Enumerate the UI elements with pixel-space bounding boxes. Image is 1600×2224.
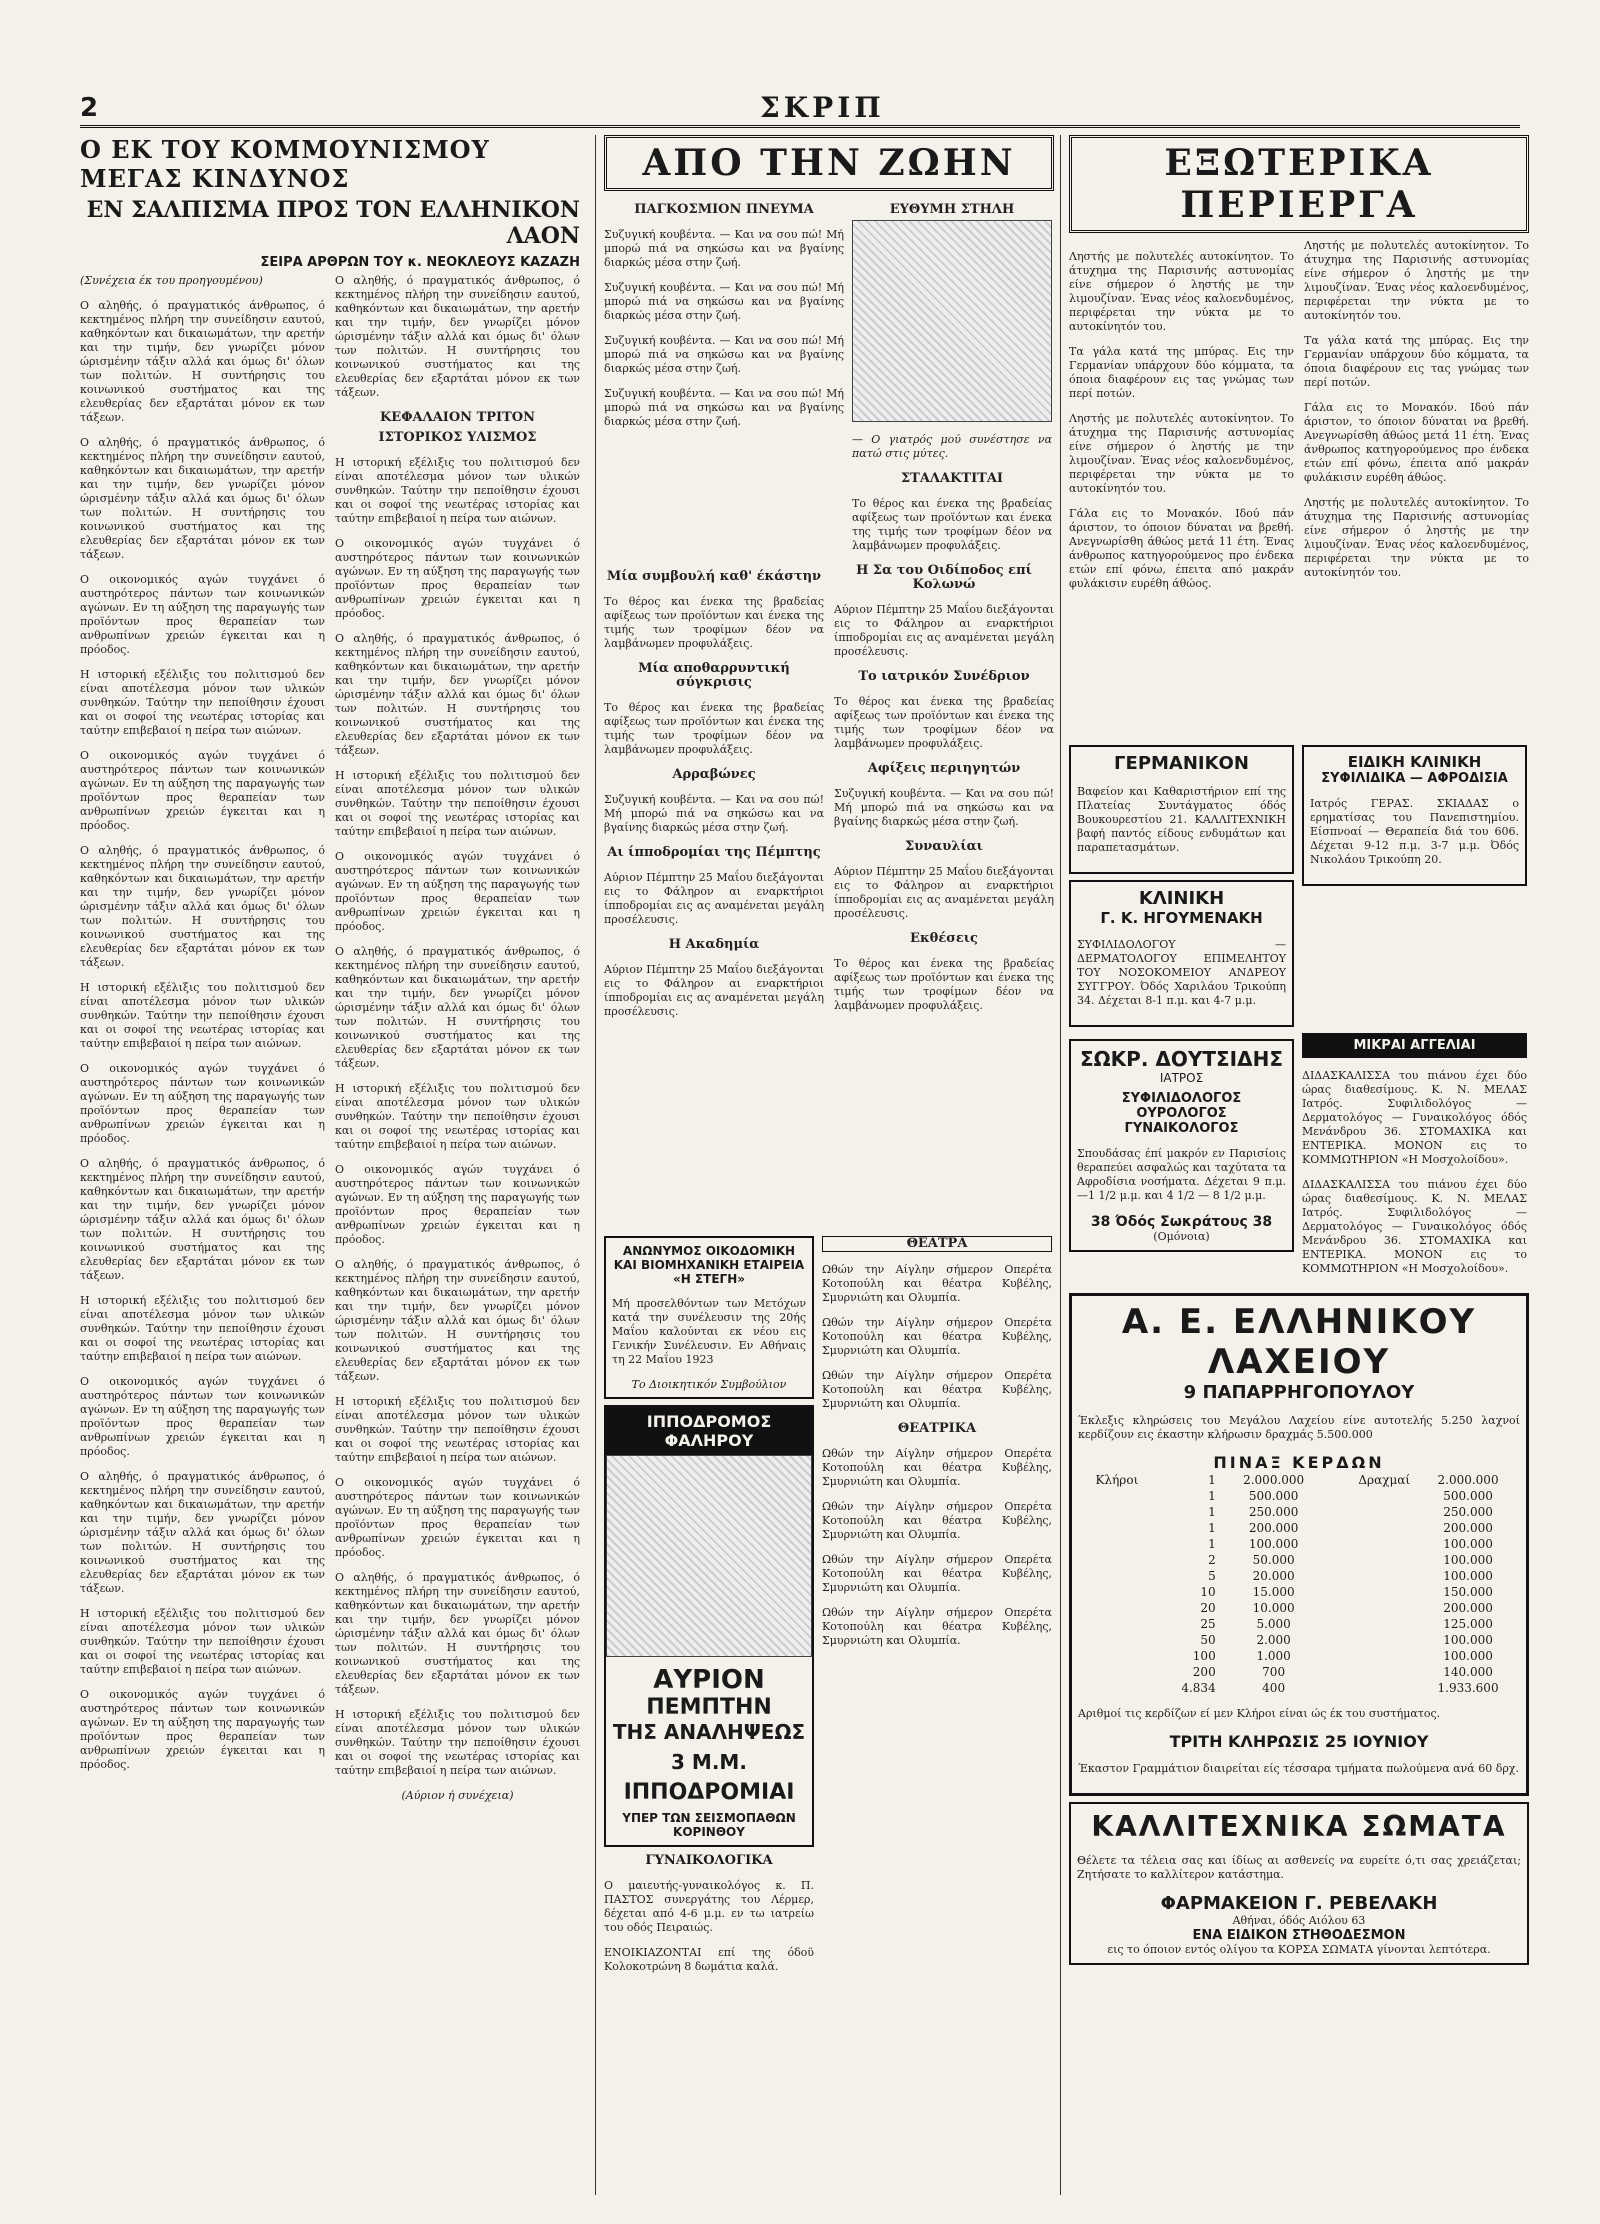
prize-cell: 200 <box>1192 1665 1216 1679</box>
prize-cell: 2.000.000 <box>1243 1473 1305 1487</box>
prize-cell: 200.000 <box>1248 1521 1299 1535</box>
prize-cell: 20.000 <box>1252 1569 1295 1583</box>
small-ads-header: ΜΙΚΡΑΙ ΑΓΓΕΛΙΑΙ <box>1302 1033 1527 1058</box>
prize-table <box>1078 1472 1520 1696</box>
section-heading: ΕΥΘΥΜΗ ΣΤΗΛΗ <box>889 202 1015 217</box>
clinic-ad <box>1069 880 1294 1027</box>
paragraph: Ο οικονομικός αγών τυγχάνει ό αυστηρότερος πάντων των κοινωνικών αγώνων. Εν τη αύξηση της παραγωγής των προϊόντων προς θεραπείαν των ανθρωπίνων χρειών έγκειται και η πρόοδος. <box>80 1375 325 1458</box>
paragraph: Ληστής με πολυτελές αυτοκίνητον. Το άτυχημα της Παρισινής αστυνομίας είνε σήμερον ό ληστής με την λιμουζίναν. Ένας νέος καλοενδυμένος, περιφέρεται την νύκτα με το αυτοκίνητόν του. <box>1304 496 1529 579</box>
prize-cell <box>1326 1632 1417 1648</box>
paragraph: Συζυγική κουβέντα. — Και να σου πώ! Μή μπορώ πιά να σηκώσω και να βγαίνης διαρκώς μέσα στην ζωή. <box>604 334 844 375</box>
column-foreign <box>1060 135 1529 2195</box>
paragraph: Η ιστορική εξέλιξις του πολιτισμού δεν είναι αποτέλεσμα μόνον των υλικών συνθηκών. Ταύτην την πεποίθησιν έχουσι και οι σοφοί της νεωτέρας ιστορίας και ταύτην επιβεβαιοί η πείρα των αιώνων. <box>335 1708 580 1777</box>
hippo-line: ΥΠΕΡ ΤΩΝ ΣΕΙΣΜΟΠΑΘΩΝ ΚΟΡΙΝΘΟΥ <box>622 1811 796 1839</box>
prize-cell <box>1078 1536 1156 1552</box>
paragraph: Συζυγική κουβέντα. — Και να σου πώ! Μή μπορώ πιά να σηκώσω και να βγαίνης διαρκώς μέσα στην ζωή. <box>604 793 824 834</box>
section-heading: ΚΕΦΑΛΑΙΟΝ ΤΡΙΤΟΝ <box>379 410 536 425</box>
paragraph: Ο οικονομικός αγών τυγχάνει ό αυστηρότερος πάντων των κοινωνικών αγώνων. Εν τη αύξηση της παραγωγής των προϊόντων προς θεραπείαν των ανθρωπίνων χρειών έγκειται και η πρόοδος. <box>335 1163 580 1246</box>
prize-cell <box>1078 1632 1156 1648</box>
headline-sub: ΕΝ ΣΑΛΠΙΣΜΑ ΠΡΟΣ ΤΟΝ ΕΛΛΗΝΙΚΟΝ ΛΑΟΝ <box>86 197 580 249</box>
prize-row <box>1078 1632 1520 1648</box>
paragraph: Η ιστορική εξέλιξις του πολιτισμού δεν είναι αποτέλεσμα μόνον των υλικών συνθηκών. Ταύτην την πεποίθησιν έχουσι και οι σοφοί της νεωτέρας ιστορίας και ταύτην επιβεβαιοί η πείρα των αιώνων. <box>335 456 580 525</box>
prize-cell <box>1078 1600 1156 1616</box>
prize-cell: 400 <box>1262 1681 1286 1695</box>
gyn-body: Ο μαιευτής-γυναικολόγος κ. Π. ΠΑΣΤΟΣ συνεργάτης του Λέρμερ, δέχεται από 4-6 μ.μ. εν τω ιατρείω του οδός Πειραιώς. <box>604 1879 814 1934</box>
prize-cell: 500.000 <box>1248 1489 1299 1503</box>
section-banner: ΑΠΟ ΤΗΝ ΖΩΗΝ <box>604 135 1054 191</box>
prize-cell: 2.000 <box>1256 1633 1291 1647</box>
section-heading: Μία αποθαρρυντική σύγκρισις <box>638 661 790 690</box>
special-clinic-ad <box>1302 745 1527 886</box>
prize-cell <box>1078 1568 1156 1584</box>
lottery-address: 9 ΠΑΠΑΡΡΗΓΟΠΟΥΛΟΥ <box>1183 1382 1415 1403</box>
hippo-line: ΠΕΜΠΤΗΝ <box>646 1695 772 1720</box>
to-be-continued: (Αύριον ή συνέχεια) <box>401 1789 514 1802</box>
page-number: 2 <box>80 93 99 123</box>
prize-cell <box>1326 1504 1417 1520</box>
ad-title: ΓΕΡΜΑΝΙΚΟΝ <box>1114 753 1249 774</box>
horse-race-illustration <box>606 1455 812 1657</box>
prize-cell: 1 <box>1208 1473 1216 1487</box>
paragraph: Ληστής με πολυτελές αυτοκίνητον. Το άτυχημα της Παρισινής αστυνομίας είνε σήμερον ό ληστής με την λιμουζίναν. Ένας νέος καλοενδυμένος, περιφέρεται την νύκτα με το αυτοκίνητόν του. <box>1069 250 1294 333</box>
prize-cell <box>1326 1600 1417 1616</box>
prize-cell <box>1078 1648 1156 1664</box>
headline-main: Ο ΕΚ ΤΟΥ ΚΟΜΜΟΥΝΙΣΜΟΥ ΜΕΓΑΣ ΚΙΝΔΥΝΟΣ <box>80 135 490 193</box>
paragraph: Αύριον Πέμπτην 25 Μαΐου διεξάγονται εις το Φάληρον αι εναρκτήριοι ίπποδρομίαι εις ας αναμένεται μεγάλη προσέλευσις. <box>834 865 1054 920</box>
prize-table-title: ΠΙΝΑΞ ΚΕΡΔΩΝ <box>1213 1453 1385 1472</box>
pharmacy-dept: ΕΝΑ ΕΙΔΙΚΟΝ ΣΤΗΘΟΔΕΣΜΟΝ <box>1192 1928 1406 1943</box>
masthead <box>80 91 1520 128</box>
paragraph: Ο οικονομικός αγών τυγχάνει ό αυστηρότερος πάντων των κοινωνικών αγώνων. Εν τη αύξηση της παραγωγής των προϊόντων προς θεραπείαν των ανθρωπίνων χρειών έγκειται και η πρόοδος. <box>335 1476 580 1559</box>
prize-cell: 100.000 <box>1443 1553 1493 1567</box>
paragraph: Γάλα εις το Μονακόν. Ιδού πάν άριστον, το όποιον δύναται να βρεθή. Ανεγνωρίσθη άθώος μετά 11 έτη. Ένας άνθρωπος κατηγορούμενος προ ένδεκα ετών επί φόνω, έπειτα από μακράν φυλάκισιν ευρέθη άθώος. <box>1304 401 1529 484</box>
paragraph: Αύριον Πέμπτην 25 Μαΐου διεξάγονται εις το Φάληρον αι εναρκτήριοι ίπποδρομίαι εις ας αναμένεται μεγάλη προσέλευσις. <box>604 871 824 926</box>
paragraph: Ωθών την Αίγλην σήμερον Οπερέτα Κοτοπούλη και θέατρα Κυβέλης, Σμυρνιώτη και Ολυμπία. <box>822 1369 1052 1410</box>
germanikon-ad <box>1069 745 1294 874</box>
gyn-title: ΓΥΝΑΙΚΟΛΟΓΙΚΑ <box>645 1853 773 1868</box>
paragraph: Συζυγική κουβέντα. — Και να σου πώ! Μή μπορώ πιά να σηκώσω και να βγαίνης διαρκώς μέσα στην ζωή. <box>604 228 844 269</box>
prize-cell <box>1078 1504 1156 1520</box>
section-heading: Μία συμβουλή καθ' έκάστην <box>606 569 822 584</box>
paragraph: Το θέρος και ένεκα της βραδείας αφίξεως των προϊόντων και ένεκα της τιμής των τροφίμων δέον να λαμβάνωμεν προφυλάξεις. <box>604 595 824 650</box>
prize-cell <box>1078 1488 1156 1504</box>
doctor-address: 38 Όδός Σωκράτους 38 <box>1090 1214 1273 1230</box>
cartoon-caption: — Ο γιατρός μού συνέστησε να πατώ στις μύτες. <box>852 433 1052 460</box>
corsets-body: Θέλετε τα τέλεια σας και ίδίως αι ασθενείς να ευρείτε ό,τι σας χρειάζεται; Ζητήσατε το καλλίτερον κατάστημα. <box>1077 1854 1521 1881</box>
section-heading: Το ιατρικόν Συνέδριον <box>858 669 1030 684</box>
section-heading: Η Σα του Οιδίποδος επί Κολωνώ <box>856 563 1032 592</box>
corsets-title: ΚΑΛΛΙΤΕΧΝΙΚΑ ΣΩΜΑΤΑ <box>1091 1810 1507 1843</box>
newspaper-title: ΣΚΡΙΠ <box>760 91 885 124</box>
doctor-ad <box>1069 1039 1294 1252</box>
prize-row <box>1078 1552 1520 1568</box>
column-life <box>595 135 1054 2195</box>
section-heading: Αρραβώνες <box>672 767 756 782</box>
prize-cell <box>1326 1616 1417 1632</box>
prize-cell <box>1078 1664 1156 1680</box>
prize-cell: 150.000 <box>1443 1585 1493 1599</box>
news-briefs <box>604 564 1054 1224</box>
hippodrome-title: ΙΠΠΟΔΡΟΜΟΣ ΦΑΛΗΡΟΥ <box>606 1407 812 1455</box>
paragraph: Ωθών την Αίγλην σήμερον Οπερέτα Κοτοπούλη και θέατρα Κυβέλης, Σμυρνιώτη και Ολυμπία. <box>822 1553 1052 1594</box>
prize-row <box>1078 1488 1520 1504</box>
prize-cell <box>1326 1680 1417 1696</box>
lottery-title: Α. Ε. ΕΛΛΗΝΙΚΟΥ ΛΑΧΕΙΟΥ <box>1121 1302 1477 1382</box>
rent-ad: ΕΝΟΙΚΙΑΖΟΝΤΑΙ επί της όδοϋ Κολοκοτρώνη 8 δωμάτια καλά. <box>604 1946 814 1973</box>
prize-cell: 100.000 <box>1443 1633 1493 1647</box>
foreign-briefs <box>1069 239 1529 739</box>
prize-cell: 250.000 <box>1443 1505 1493 1519</box>
lottery-ad <box>1069 1293 1529 1796</box>
prize-row <box>1078 1648 1520 1664</box>
corsets-ad <box>1069 1802 1529 1965</box>
section-heading: Αφίξεις περιηγητών <box>867 761 1021 776</box>
section-heading: Η Ακαδημία <box>668 937 760 952</box>
paragraph: Ωθών την Αίγλην σήμερον Οπερέτα Κοτοπούλη και θέατρα Κυβέλης, Σμυρνιώτη και Ολυμπία. <box>822 1606 1052 1647</box>
prize-cell: 20 <box>1200 1601 1216 1615</box>
paragraph: Ληστής με πολυτελές αυτοκίνητον. Το άτυχημα της Παρισινής αστυνομίας είνε σήμερον ό ληστής με την λιμουζίναν. Ένας νέος καλοενδυμένος, περιφέρεται την νύκτα με το αυτοκίνητόν του. <box>1069 412 1294 495</box>
paragraph: Τα γάλα κατά της μπύρας. Εις την Γερμανίαν υπάρχουν δύο κόμματα, τα όποια διαφέρουν εις τας γνώμας των περί ποτών. <box>1069 345 1294 400</box>
prize-cell <box>1326 1584 1417 1600</box>
paragraph: Συζυγική κουβέντα. — Και να σου πώ! Μή μπορώ πιά να σηκώσω και να βγαίνης διαρκώς μέσα στην ζωή. <box>834 787 1054 828</box>
prize-cell: Δραχμαί <box>1358 1473 1411 1487</box>
prize-row <box>1078 1472 1520 1488</box>
prize-cell: 200.000 <box>1443 1521 1493 1535</box>
section-heading: Συναυλίαι <box>905 839 983 854</box>
paragraph: Ο αληθής, ό πραγματικός άνθρωπος, ό κεκτημένος πλήρη την συνείδησιν εαυτού, καθηκόντων και δικαιωμάτων, την αρετήν και την τιμήν, δεν γνωρίζει μόνον ώρισμένην τάξιν αλλά και όμως δι' όλων των πολιτών. Η συντήρησις του κοινωνικού συστήματος και της ελευθερίας δεν εξαρτάται μόνον εκ των τάξεων. <box>80 436 325 561</box>
prize-cell: 1 <box>1208 1537 1216 1551</box>
paragraph: Το θέρος και ένεκα της βραδείας αφίξεως των προϊόντων και ένεκα της τιμής των τροφίμων δέον να λαμβάνωμεν προφυλάξεις. <box>604 701 824 756</box>
prize-cell <box>1326 1520 1417 1536</box>
hippo-line: 3 Μ.Μ. <box>671 1750 747 1774</box>
paragraph: Τα γάλα κατά της μπύρας. Εις την Γερμανίαν υπάρχουν δύο κόμματα, τα όποια διαφέρουν εις τας γνώμας των περί ποτών. <box>1304 334 1529 389</box>
paragraph: Ο αληθής, ό πραγματικός άνθρωπος, ό κεκτημένος πλήρη την συνείδησιν εαυτού, καθηκόντων και δικαιωμάτων, την αρετήν και την τιμήν, δεν γνωρίζει μόνον ώρισμένην τάξιν αλλά και όμως δι' όλων των πολιτών. Η συντήρησις του κοινωνικού συστήματος και της ελευθερίας δεν εξαρτάται μόνον εκ των τάξεων. <box>80 844 325 969</box>
paragraph: Συζυγική κουβέντα. — Και να σου πώ! Μή μπορώ πιά να σηκώσω και να βγαίνης διαρκώς μέσα στην ζωή. <box>604 387 844 428</box>
notice-body: Μή προσελθόντων των Μετόχων κατά την συνέλευσιν της 20ής Μαΐου καλούνται εκ νέου εις Γενικήν Συνέλευσιν. Εν Αθήναις τη 22 Μαΐου 1923 <box>612 1297 806 1366</box>
prize-row <box>1078 1680 1520 1696</box>
paragraph: Η ιστορική εξέλιξις του πολιτισμού δεν είναι αποτέλεσμα μόνον των υλικών συνθηκών. Ταύτην την πεποίθησιν έχουσι και οι σοφοί της νεωτέρας ιστορίας και ταύτην επιβεβαιοί η πείρα των αιώνων. <box>80 981 325 1050</box>
paragraph: Ο οικονομικός αγών τυγχάνει ό αυστηρότερος πάντων των κοινωνικών αγώνων. Εν τη αύξηση της παραγωγής των προϊόντων προς θεραπείαν των ανθρωπίνων χρειών έγκειται και η πρόοδος. <box>335 850 580 933</box>
doctor-title: ΙΑΤΡΟΣ <box>1159 1071 1204 1085</box>
newspaper-page <box>80 91 1529 2195</box>
article-body <box>80 274 580 2195</box>
prize-cell <box>1326 1568 1417 1584</box>
prize-cell: 50.000 <box>1252 1553 1295 1567</box>
doctor-spec: ΟΥΡΟΛΟΓΟΣ <box>1136 1106 1227 1121</box>
small-ads-body: ΔΙΔΑΣΚΑΛΙΣΣΑ του πιάνου έχει δύο ώρας διαθεσίμους. Κ. Ν. ΜΕΛΑΣ Ιατρός. Συφιλιδολόγος — Δερματολόγος — Γυναικολόγος όδός Μενάνδρου 36. ΣΤΟΜΑΧΙΚΑ και ΕΝΤΕΡΙΚΑ. ΜΟΝΟΝ εις το ΚΟΜΜΩΤΗΡΙΟΝ «Η Μοσχολοίδου». <box>1302 1069 1527 1166</box>
ad-body: Ιατρός ΓΕΡΑΣ. ΣΚΙΑΔΑΣ ο ερηματίσας του Πανεπιστημίου. Είσπνοαί — Θεραπεία διά του 606. Δέχεται 9-12 π.μ. 3-7 μ.μ. Όδός Νικολάου Τρικούπη 20. <box>1310 797 1519 866</box>
prize-cell <box>1326 1488 1417 1504</box>
section-subheading: ΙΣΤΟΡΙΚΟΣ ΥΛΙΣΜΟΣ <box>378 430 537 445</box>
prize-cell: 10 <box>1200 1585 1216 1599</box>
section-heading: Εκθέσεις <box>910 931 978 946</box>
prize-cell: 2 <box>1208 1553 1216 1567</box>
paragraph: Ωθών την Αίγλην σήμερον Οπερέτα Κοτοπούλη και θέατρα Κυβέλης, Σμυρνιώτη και Ολυμπία. <box>822 1500 1052 1541</box>
paragraph: Ο οικονομικός αγών τυγχάνει ό αυστηρότερος πάντων των κοινωνικών αγώνων. Εν τη αύξηση της παραγωγής των προϊόντων προς θεραπείαν των ανθρωπίνων χρειών έγκειται και η πρόοδος. <box>80 573 325 656</box>
lottery-intro: Έκλεξις κληρώσεις του Μεγάλου Λαχείου είνε αυτοτελής 5.250 λαχνοί κερδίζουν εις έκαστην κλήρωσιν δραχμάς 5.500.000 <box>1078 1414 1520 1441</box>
prize-cell: 125.000 <box>1443 1617 1493 1631</box>
paragraph: Ο αληθής, ό πραγματικός άνθρωπος, ό κεκτημένος πλήρη την συνείδησιν εαυτού, καθηκόντων και δικαιωμάτων, την αρετήν και την τιμήν, δεν γνωρίζει μόνον ώρισμένην τάξιν αλλά και όμως δι' όλων των πολιτών. Η συντήρησις του κοινωνικού συστήματος και της ελευθερίας δεν εξαρτάται μόνον εκ των τάξεων. <box>335 1258 580 1383</box>
prize-cell: 4.834 <box>1181 1681 1216 1695</box>
company-notice <box>604 1236 814 1399</box>
doctor-body: Σπουδάσας έπί μακρόν εν Παρισίοις θεραπεύει ασφαλώς και ταχύτατα τα Αφροδίσια νοσήματα. Δέχεται 9 π.μ.—1 1/2 μ.μ. και 4 1/2 — 8 1/2 μ.μ. <box>1077 1147 1286 1202</box>
prize-row <box>1078 1664 1520 1680</box>
paragraph: Η ιστορική εξέλιξις του πολιτισμού δεν είναι αποτέλεσμα μόνον των υλικών συνθηκών. Ταύτην την πεποίθησιν έχουσι και οι σοφοί της νεωτέρας ιστορίας και ταύτην επιβεβαιοί η πείρα των αιώνων. <box>335 1082 580 1151</box>
paragraph: Ωθών την Αίγλην σήμερον Οπερέτα Κοτοπούλη και θέατρα Κυβέλης, Σμυρνιώτη και Ολυμπία. <box>822 1447 1052 1488</box>
prize-cell: 100.000 <box>1443 1537 1493 1551</box>
hippo-line: ΑΥΡΙΟΝ <box>653 1665 765 1695</box>
prize-cell: 15.000 <box>1252 1585 1295 1599</box>
prize-cell: 1 <box>1208 1505 1216 1519</box>
paragraph: Αύριον Πέμπτην 25 Μαΐου διεξάγονται εις το Φάληρον αι εναρκτήριοι ίπποδρομίαι εις ας αναμένεται μεγάλη προσέλευσις. <box>604 963 824 1018</box>
paragraph: Το θέρος και ένεκα της βραδείας αφίξεως των προϊόντων και ένεκα της τιμής των τροφίμων δέον να λαμβάνωμεν προφυλάξεις. <box>834 695 1054 750</box>
hippo-line: ΤΗΣ ΑΝΑΛΗΨΕΩΣ <box>612 1720 806 1744</box>
doctor-location: (Ομόνοια) <box>1153 1230 1210 1243</box>
prize-row <box>1078 1504 1520 1520</box>
notice-signature: Το Διοικητικόν Συμβούλιον <box>631 1378 787 1391</box>
paragraph: Ο αληθής, ό πραγματικός άνθρωπος, ό κεκτημένος πλήρη την συνείδησιν εαυτού, καθηκόντων και δικαιωμάτων, την αρετήν και την τιμήν, δεν γνωρίζει μόνον ώρισμένην τάξιν αλλά και όμως δι' όλων των πολιτών. Η συντήρησις του κοινωνικού συστήματος και της ελευθερίας δεν εξαρτάται μόνον εκ των τάξεων. <box>335 632 580 757</box>
prize-cell: 250.000 <box>1248 1505 1299 1519</box>
paragraph: Η ιστορική εξέλιξις του πολιτισμού δεν είναι αποτέλεσμα μόνον των υλικών συνθηκών. Ταύτην την πεποίθησιν έχουσι και οι σοφοί της νεωτέρας ιστορίας και ταύτην επιβεβαιοί η πείρα των αιώνων. <box>335 769 580 838</box>
prize-cell: 100.000 <box>1248 1537 1299 1551</box>
pharmacy-name: ΦΑΡΜΑΚΕΙΟΝ Γ. ΡΕΒΕΛΑΚΗ <box>1160 1893 1438 1914</box>
prize-cell: 1.000 <box>1256 1649 1291 1663</box>
prize-row <box>1078 1616 1520 1632</box>
prize-row <box>1078 1600 1520 1616</box>
paragraph: Η ιστορική εξέλιξις του πολιτισμού δεν είναι αποτέλεσμα μόνον των υλικών συνθηκών. Ταύτην την πεποίθησιν έχουσι και οι σοφοί της νεωτέρας ιστορίας και ταύτην επιβεβαιοί η πείρα των αιώνων. <box>80 1294 325 1363</box>
paragraph: Η ιστορική εξέλιξις του πολιτισμού δεν είναι αποτέλεσμα μόνον των υλικών συνθηκών. Ταύτην την πεποίθησιν έχουσι και οι σοφοί της νεωτέρας ιστορίας και ταύτην επιβεβαιοί η πείρα των αιώνων. <box>80 1607 325 1676</box>
doctor-spec: ΣΥΦΙΛΙΔΟΛΟΓΟΣ <box>1121 1091 1242 1106</box>
paragraph: Ωθών την Αίγλην σήμερον Οπερέτα Κοτοπούλη και θέατρα Κυβέλης, Σμυρνιώτη και Ολυμπία. <box>822 1316 1052 1357</box>
prize-row <box>1078 1536 1520 1552</box>
doctor-spec: ΓΥΝΑΙΚΟΛΟΓΟΣ <box>1124 1121 1239 1136</box>
prize-cell: 700 <box>1262 1665 1286 1679</box>
paragraph: Ο αληθής, ό πραγματικός άνθρωπος, ό κεκτημένος πλήρη την συνείδησιν εαυτού, καθηκόντων και δικαιωμάτων, την αρετήν και την τιμήν, δεν γνωρίζει μόνον ώρισμένην τάξιν αλλά και όμως δι' όλων των πολιτών. Η συντήρησις του κοινωνικού συστήματος και της ελευθερίας δεν εξαρτάται μόνον εκ των τάξεων. <box>335 945 580 1070</box>
paragraph: Ο αληθής, ό πραγματικός άνθρωπος, ό κεκτημένος πλήρη την συνείδησιν εαυτού, καθηκόντων και δικαιωμάτων, την αρετήν και την τιμήν, δεν γνωρίζει μόνον ώρισμένην τάξιν αλλά και όμως δι' όλων των πολιτών. Η συντήρησις του κοινωνικού συστήματος και της ελευθερίας δεν εξαρτάται μόνον εκ των τάξεων. <box>80 1157 325 1282</box>
cartoon-illustration <box>852 220 1052 422</box>
prize-cell: 25 <box>1200 1617 1216 1631</box>
prize-cell: 1 <box>1208 1489 1216 1503</box>
paragraph: Το θέρος και ένεκα της βραδείας αφίξεως των προϊόντων και ένεκα της τιμής των τροφίμων δέον να λαμβάνωμεν προφυλάξεις. <box>852 497 1052 552</box>
prize-cell: 140.000 <box>1443 1665 1493 1679</box>
prize-cell: 200.000 <box>1443 1601 1493 1615</box>
prize-cell: 2.000.000 <box>1437 1473 1499 1487</box>
prize-cell: 500.000 <box>1443 1489 1493 1503</box>
prize-cell: 100.000 <box>1443 1569 1493 1583</box>
prize-cell: Κλήροι <box>1095 1473 1139 1487</box>
column-editorial <box>80 135 580 2195</box>
section-heading: Αι ίπποδρομίαι της Πέμπτης <box>607 845 821 860</box>
prize-cell <box>1326 1648 1417 1664</box>
prize-cell <box>1078 1616 1156 1632</box>
section-heading: ΘΕΑΤΡΙΚΑ <box>897 1421 977 1436</box>
doctor-name: ΣΩΚΡ. ΔΟΥΤΣΙΔΗΣ <box>1080 1047 1283 1071</box>
prize-cell <box>1078 1584 1156 1600</box>
paragraph: Ο αληθής, ό πραγματικός άνθρωπος, ό κεκτημένος πλήρη την συνείδησιν εαυτού, καθηκόντων και δικαιωμάτων, την αρετήν και την τιμήν, δεν γνωρίζει μόνον ώρισμένην τάξιν αλλά και όμως δι' όλων των πολιτών. Η συντήρησις του κοινωνικού συστήματος και της ελευθερίας δεν εξαρτάται μόνον εκ των τάξεων. <box>80 1470 325 1595</box>
prize-cell: 100 <box>1192 1649 1216 1663</box>
prize-cell <box>1326 1664 1417 1680</box>
ad-title: ΕΙΔΙΚΗ ΚΛΙΝΙΚΗ <box>1347 753 1482 771</box>
notice-title: ΑΝΩΝΥΜΟΣ ΟΙΚΟΔΟΜΙΚΗ ΚΑΙ ΒΙΟΜΗΧΑΝΙΚΗ ΕΤΑΙΡΕΙΑ «Η ΣΤΕΓΗ» <box>613 1244 805 1286</box>
lottery-footer: Έκαστον Γραμμάτιον διαιρείται είς τέσσαρα τμήματα πωλούμενα ανά 60 δρχ. <box>1078 1762 1519 1775</box>
hippo-line: ΙΠΠΟΔΡΟΜΙΑΙ <box>623 1780 795 1805</box>
prize-cell: 1 <box>1208 1521 1216 1535</box>
section-banner: ΕΞΩΤΕΡΙΚΑ ΠΕΡΙΕΡΓΑ <box>1069 135 1529 233</box>
ad-subtitle: ΣΥΦΙΛΙΔΙΚΑ — ΑΦΡΟΔΙΣΙΑ <box>1321 771 1508 786</box>
hippodrome-ad <box>604 1405 814 1847</box>
paragraph: Γάλα εις το Μονακόν. Ιδού πάν άριστον, το όποιον δύναται να βρεθή. Ανεγνωρίσθη άθώος μετά 11 έτη. Ένας άνθρωπος κατηγορούμενος προ ένδεκα ετών επί φόνω, έπειτα από μακράν φυλάκισιν ευρέθη άθώος. <box>1069 507 1294 590</box>
continued-note: (Συνέχεια έκ του προηγουμένου) <box>80 274 263 287</box>
paragraph: Ο οικονομικός αγών τυγχάνει ό αυστηρότερος πάντων των κοινωνικών αγώνων. Εν τη αύξηση της παραγωγής των προϊόντων προς θεραπείαν των ανθρωπίνων χρειών έγκειται και η πρόοδος. <box>80 749 325 832</box>
ad-body: ΣΥΦΙΛΙΔΟΛΟΓΟΥ — ΔΕΡΜΑΤΟΛΟΓΟΥ ΕΠΙΜΕΛΗΤΟΥ ΤΟΥ ΝΟΣΟΚΟΜΕΙΟΥ ΑΝΔΡΕΟΥ ΣΥΓΓΡΟΥ. Όδός Χαριλάου Τρικούπη 34. Δέχεται 8-1 π.μ. και 4-7 μ.μ. <box>1077 938 1286 1007</box>
small-ads-body: ΔΙΔΑΣΚΑΛΙΣΣΑ του πιάνου έχει δύο ώρας διαθεσίμους. Κ. Ν. ΜΕΛΑΣ Ιατρός. Συφιλιδολόγος — Δερματολόγος — Γυναικολόγος όδός Μενάνδρου 36. ΣΤΟΜΑΧΙΚΑ και ΕΝΤΕΡΙΚΑ. ΜΟΝΟΝ εις το ΚΟΜΜΩΤΗΡΙΟΝ «Η Μοσχολοίδου». <box>1302 1178 1527 1275</box>
pharmacy-address: Αθήναι, όδός Αιόλου 63 <box>1232 1914 1366 1927</box>
ad-name: Γ. Κ. ΗΓΟΥΜΕΝΑΚΗ <box>1100 909 1263 927</box>
prize-row <box>1078 1584 1520 1600</box>
paragraph: Ωθών την Αίγλην σήμερον Οπερέτα Κοτοπούλη και θέατρα Κυβέλης, Σμυρνιώτη και Ολυμπία. <box>822 1263 1052 1304</box>
paragraph: Ο οικονομικός αγών τυγχάνει ό αυστηρότερος πάντων των κοινωνικών αγώνων. Εν τη αύξηση της παραγωγής των προϊόντων προς θεραπείαν των ανθρωπίνων χρειών έγκειται και η πρόοδος. <box>335 537 580 620</box>
prize-cell: 100.000 <box>1443 1649 1493 1663</box>
prize-cell: 5.000 <box>1256 1617 1291 1631</box>
ad-title: ΚΛΙΝΙΚΗ <box>1138 888 1225 909</box>
lottery-draw: ΤΡΙΤΗ ΚΛΗΡΩΣΙΣ 25 ΙΟΥΝΙΟΥ <box>1169 1732 1429 1751</box>
prize-cell <box>1078 1680 1156 1696</box>
prize-cell <box>1078 1520 1156 1536</box>
lottery-note: Αριθμοί τις κερδίζων εί μεν Κλήροι είναι ώς έκ του συστήματος. <box>1078 1707 1441 1720</box>
byline: ΣΕΙΡΑ ΑΡΘΡΩΝ ΤΟΥ κ. ΝΕΟΚΛΕΟΥΣ ΚΑΖΑΖΗ <box>260 255 580 270</box>
prize-cell: 50 <box>1200 1633 1216 1647</box>
prize-row <box>1078 1568 1520 1584</box>
paragraph: Ο αληθής, ό πραγματικός άνθρωπος, ό κεκτημένος πλήρη την συνείδησιν εαυτού, καθηκόντων και δικαιωμάτων, την αρετήν και την τιμήν, δεν γνωρίζει μόνον ώρισμένην τάξιν αλλά και όμως δι' όλων των πολιτών. Η συντήρησις του κοινωνικού συστήματος και της ελευθερίας δεν εξαρτάται μόνον εκ των τάξεων. <box>335 1571 580 1696</box>
ad-body: Βαφείον και Καθαριστήριον επί της Πλατείας Συντάγματος όδός Βουκουρεστίου 21. ΚΑΛΛΙΤΕΧΝΙΚΗ βαφή παντός είδους ενδυμάτων και παραπετασμάτων. <box>1077 785 1286 854</box>
section-heading: ΠΑΓΚΟΣΜΙΟΝ ΠΝΕΥΜΑ <box>634 202 814 217</box>
prize-cell: 1.933.600 <box>1437 1681 1499 1695</box>
paragraph: Το θέρος και ένεκα της βραδείας αφίξεως των προϊόντων και ένεκα της τιμής των τροφίμων δέον να λαμβάνωμεν προφυλάξεις. <box>834 957 1054 1012</box>
pharmacy-footer: εις το όποιον εντός ολίγου τα ΚΟΡΣΑ ΣΩΜΑΤΑ γίνονται λεπτότερα. <box>1107 1943 1491 1956</box>
prize-cell: 5 <box>1208 1569 1216 1583</box>
paragraph: Ο αληθής, ό πραγματικός άνθρωπος, ό κεκτημένος πλήρη την συνείδησιν εαυτού, καθηκόντων και δικαιωμάτων, την αρετήν και την τιμήν, δεν γνωρίζει μόνον ώρισμένην τάξιν αλλά και όμως δι' όλων των πολιτών. Η συντήρησις του κοινωνικού συστήματος και της ελευθερίας δεν εξαρτάται μόνον εκ των τάξεων. <box>80 299 325 424</box>
prize-cell <box>1326 1536 1417 1552</box>
paragraph: Ο οικονομικός αγών τυγχάνει ό αυστηρότερος πάντων των κοινωνικών αγώνων. Εν τη αύξηση της παραγωγής των προϊόντων προς θεραπείαν των ανθρωπίνων χρειών έγκειται και η πρόοδος. <box>80 1688 325 1771</box>
paragraph: Συζυγική κουβέντα. — Και να σου πώ! Μή μπορώ πιά να σηκώσω και να βγαίνης διαρκώς μέσα στην ζωή. <box>604 281 844 322</box>
section-heading: ΣΤΑΛΑΚΤΙΤΑΙ <box>900 471 1004 486</box>
prize-cell <box>1078 1552 1156 1568</box>
paragraph: Ληστής με πολυτελές αυτοκίνητον. Το άτυχημα της Παρισινής αστυνομίας είνε σήμερον ό ληστής με την λιμουζίναν. Ένας νέος καλοενδυμένος, περιφέρεται την νύκτα με το αυτοκίνητόν του. <box>1304 239 1529 322</box>
paragraph: Ο οικονομικός αγών τυγχάνει ό αυστηρότερος πάντων των κοινωνικών αγώνων. Εν τη αύξηση της παραγωγής των προϊόντων προς θεραπείαν των ανθρωπίνων χρειών έγκειται και η πρόοδος. <box>80 1062 325 1145</box>
paragraph: Η ιστορική εξέλιξις του πολιτισμού δεν είναι αποτέλεσμα μόνον των υλικών συνθηκών. Ταύτην την πεποίθησιν έχουσι και οι σοφοί της νεωτέρας ιστορίας και ταύτην επιβεβαιοί η πείρα των αιώνων. <box>80 668 325 737</box>
prize-cell: 10.000 <box>1252 1601 1295 1615</box>
theatre-heading: ΘΕΑΤΡΑ <box>822 1236 1052 1252</box>
prize-cell <box>1326 1552 1417 1568</box>
paragraph: Ο αληθής, ό πραγματικός άνθρωπος, ό κεκτημένος πλήρη την συνείδησιν εαυτού, καθηκόντων και δικαιωμάτων, την αρετήν και την τιμήν, δεν γνωρίζει μόνον ώρισμένην τάξιν αλλά και όμως δι' όλων των πολιτών. Η συντήρησις του κοινωνικού συστήματος και της ελευθερίας δεν εξαρτάται μόνον εκ των τάξεων. <box>335 274 580 399</box>
prize-row <box>1078 1520 1520 1536</box>
paragraph: Αύριον Πέμπτην 25 Μαΐου διεξάγονται εις το Φάληρον αι εναρκτήριοι ίπποδρομίαι εις ας αναμένεται μεγάλη προσέλευσις. <box>834 603 1054 658</box>
paragraph: Η ιστορική εξέλιξις του πολιτισμού δεν είναι αποτέλεσμα μόνον των υλικών συνθηκών. Ταύτην την πεποίθησιν έχουσι και οι σοφοί της νεωτέρας ιστορίας και ταύτην επιβεβαιοί η πείρα των αιώνων. <box>335 1395 580 1464</box>
